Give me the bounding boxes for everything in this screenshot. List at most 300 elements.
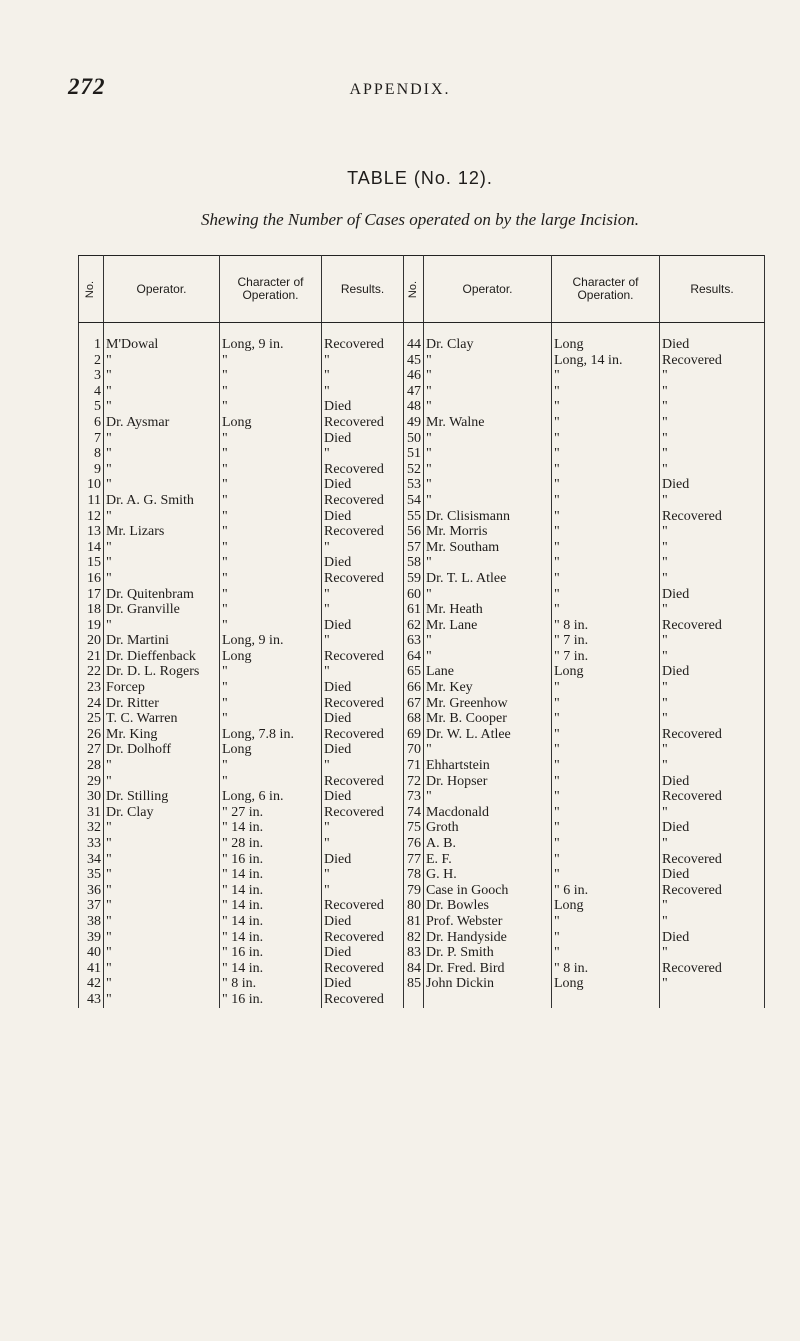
row-result-right [660,992,765,1008]
row-no: 43 [79,992,104,1008]
row-no: 6 [79,415,104,431]
row-no: 7 [79,431,104,447]
row-operator: " [104,540,220,556]
row-result: " [322,353,404,369]
row-operator-right: " [424,446,552,462]
row-no: 14 [79,540,104,556]
row-no-right: 83 [404,945,424,961]
row-operator-right: Mr. Walne [424,415,552,431]
row-no-right: 77 [404,852,424,868]
row-operator: " [104,852,220,868]
row-operator-right: " [424,462,552,478]
header-operator-right: Operator. [424,256,552,323]
table-row [79,836,765,852]
row-result: Recovered [322,696,404,712]
row-no: 18 [79,602,104,618]
row-no: 16 [79,571,104,587]
table-header-row [79,256,765,323]
row-character: " 8 in. [220,976,322,992]
row-result: " [322,867,404,883]
row-character-right: " [552,587,660,603]
row-operator-right: Dr. Fred. Bird [424,961,552,977]
row-operator: " [104,571,220,587]
row-result: Recovered [322,898,404,914]
row-character-right: " [552,852,660,868]
row-operator-right: " [424,587,552,603]
row-result-right: " [660,976,765,992]
row-character-right: " 7 in. [552,649,660,665]
row-no-right: 55 [404,509,424,525]
row-no-right: 72 [404,774,424,790]
row-operator: Dr. D. L. Rogers [104,664,220,680]
row-character-right: " [552,477,660,493]
row-no: 11 [79,493,104,509]
row-result-right: Recovered [660,618,765,634]
header-no-left: No. [79,256,104,323]
row-no-right: 59 [404,571,424,587]
row-character: " [220,493,322,509]
row-operator-right: G. H. [424,867,552,883]
row-no-right: 75 [404,820,424,836]
table-row [79,368,765,384]
row-result-right: " [660,602,765,618]
row-character-right: " [552,758,660,774]
row-operator-right: " [424,353,552,369]
row-no-right: 54 [404,493,424,509]
row-no: 1 [79,337,104,353]
row-character-right: " [552,446,660,462]
row-character-right: " [552,836,660,852]
row-result: " [322,758,404,774]
row-result: Died [322,914,404,930]
table-row [79,789,765,805]
table-row [79,509,765,525]
row-no: 15 [79,555,104,571]
row-result: Died [322,976,404,992]
row-operator: " [104,353,220,369]
row-operator-right: Lane [424,664,552,680]
row-no-right: 45 [404,353,424,369]
row-result-right: " [660,524,765,540]
row-character: " [220,353,322,369]
row-character-right: " [552,867,660,883]
row-operator-right: Dr. Hopser [424,774,552,790]
row-result-right: " [660,384,765,400]
row-character-right [552,992,660,1008]
row-result: Died [322,399,404,415]
row-no-right: 82 [404,930,424,946]
row-character: Long, 6 in. [220,789,322,805]
row-result: " [322,587,404,603]
row-operator-right: A. B. [424,836,552,852]
table-row [79,415,765,431]
row-result-right: Died [660,930,765,946]
table-row [79,524,765,540]
row-result-right: " [660,742,765,758]
table-row [79,353,765,369]
row-character-right: " 6 in. [552,883,660,899]
row-character: " [220,462,322,478]
row-no: 8 [79,446,104,462]
row-operator: Dr. Ritter [104,696,220,712]
table-row [79,961,765,977]
table-row [79,711,765,727]
row-no: 22 [79,664,104,680]
row-operator: " [104,462,220,478]
row-character-right: " [552,680,660,696]
row-character-right: " [552,602,660,618]
row-no-right: 80 [404,898,424,914]
table-row [79,399,765,415]
row-no: 32 [79,820,104,836]
row-result-right: " [660,431,765,447]
row-no-right: 61 [404,602,424,618]
row-operator-right: Mr. Heath [424,602,552,618]
row-character: Long, 9 in. [220,337,322,353]
row-operator: " [104,774,220,790]
row-result-right: " [660,836,765,852]
row-operator-right: Dr. Bowles [424,898,552,914]
row-no: 36 [79,883,104,899]
row-result: Died [322,618,404,634]
row-operator-right: Ehhartstein [424,758,552,774]
row-character-right: " [552,540,660,556]
row-result: Died [322,711,404,727]
row-result-right: " [660,399,765,415]
row-no: 31 [79,805,104,821]
table-row [79,337,765,353]
row-character: " 14 in. [220,820,322,836]
row-character: " [220,680,322,696]
row-character: " 28 in. [220,836,322,852]
header-character-left: Character of Operation. [220,256,322,323]
row-operator-right: E. F. [424,852,552,868]
row-operator: " [104,930,220,946]
row-character: " [220,711,322,727]
table-spacer-row [79,323,765,338]
row-result: Died [322,945,404,961]
row-result-right: Died [660,587,765,603]
row-operator: Mr. King [104,727,220,743]
table-row [79,602,765,618]
table-row [79,883,765,899]
row-result-right: Died [660,820,765,836]
row-no-right: 56 [404,524,424,540]
row-result-right: " [660,462,765,478]
row-no: 4 [79,384,104,400]
row-operator-right: Mr. Southam [424,540,552,556]
row-no-right: 81 [404,914,424,930]
row-character-right: " [552,415,660,431]
row-character: " 14 in. [220,898,322,914]
row-result: Died [322,431,404,447]
row-character: " 27 in. [220,805,322,821]
row-operator: " [104,914,220,930]
row-no: 39 [79,930,104,946]
table-row [79,805,765,821]
row-result: Died [322,680,404,696]
row-operator-right [424,992,552,1008]
row-character-right: " [552,930,660,946]
row-no-right: 73 [404,789,424,805]
row-character-right: " [552,399,660,415]
row-character-right: " [552,742,660,758]
header-results-right: Results. [660,256,765,323]
row-character-right: " [552,774,660,790]
table-row [79,555,765,571]
row-character: " [220,509,322,525]
row-operator-right: " [424,649,552,665]
row-no-right: 67 [404,696,424,712]
table-row [79,696,765,712]
row-operator: " [104,976,220,992]
table-row [79,540,765,556]
row-result: Recovered [322,930,404,946]
row-no-right: 50 [404,431,424,447]
row-operator: Dr. Clay [104,805,220,821]
row-no: 21 [79,649,104,665]
row-operator-right: Macdonald [424,805,552,821]
row-no-right: 76 [404,836,424,852]
row-character-right: Long, 14 in. [552,353,660,369]
row-operator: " [104,820,220,836]
row-operator: Dr. A. G. Smith [104,493,220,509]
row-character: " 14 in. [220,914,322,930]
row-result-right: " [660,571,765,587]
table-row [79,852,765,868]
row-result: Recovered [322,524,404,540]
table-row [79,680,765,696]
row-result-right: " [660,945,765,961]
row-no: 20 [79,633,104,649]
row-result: " [322,883,404,899]
row-operator-right: " [424,633,552,649]
row-no-right: 66 [404,680,424,696]
row-result: " [322,446,404,462]
table-row [79,664,765,680]
table-row [79,914,765,930]
running-head: APPENDIX. [349,81,451,98]
row-operator: Dr. Dieffenback [104,649,220,665]
row-operator-right: " [424,789,552,805]
row-result-right: Recovered [660,353,765,369]
row-operator-right: Mr. Key [424,680,552,696]
row-character: " [220,540,322,556]
table-row [79,587,765,603]
row-no: 42 [79,976,104,992]
row-result-right: " [660,898,765,914]
row-result-right: Died [660,774,765,790]
row-result: Recovered [322,571,404,587]
row-no: 29 [79,774,104,790]
row-result-right: " [660,415,765,431]
row-result-right: Recovered [660,961,765,977]
row-result: " [322,540,404,556]
table-row [79,758,765,774]
row-character-right: Long [552,898,660,914]
row-character: " [220,477,322,493]
row-character: " 16 in. [220,852,322,868]
row-no-right: 48 [404,399,424,415]
row-no: 9 [79,462,104,478]
table-row [79,898,765,914]
row-no-right: 78 [404,867,424,883]
row-no: 27 [79,742,104,758]
table-row [79,431,765,447]
row-character-right: " [552,509,660,525]
row-operator: " [104,836,220,852]
row-no-right: 58 [404,555,424,571]
table-row [79,774,765,790]
row-result: " [322,664,404,680]
row-result-right: " [660,805,765,821]
row-operator: " [104,384,220,400]
row-no: 30 [79,789,104,805]
row-result: Recovered [322,774,404,790]
row-operator: Dr. Stilling [104,789,220,805]
row-character-right: " [552,524,660,540]
row-operator: " [104,431,220,447]
row-character-right: " [552,789,660,805]
row-character: " [220,446,322,462]
table-row [79,618,765,634]
row-character: " 14 in. [220,961,322,977]
row-character: " 14 in. [220,867,322,883]
row-character: " [220,555,322,571]
row-operator-right: Mr. Lane [424,618,552,634]
row-operator-right: " [424,431,552,447]
row-character: " [220,618,322,634]
row-operator: " [104,758,220,774]
row-character-right: " 7 in. [552,633,660,649]
row-result-right: Died [660,867,765,883]
table-row [79,462,765,478]
row-result: Recovered [322,415,404,431]
row-no-right: 60 [404,587,424,603]
row-character-right: " [552,555,660,571]
table-row [79,649,765,665]
row-no-right: 57 [404,540,424,556]
row-character: Long, 9 in. [220,633,322,649]
row-operator: Dr. Quitenbram [104,587,220,603]
row-no-right: 70 [404,742,424,758]
row-operator: " [104,446,220,462]
row-result-right: Recovered [660,727,765,743]
table-row [79,976,765,992]
row-result-right: Recovered [660,883,765,899]
row-no: 40 [79,945,104,961]
row-no-right [404,992,424,1008]
row-character-right: Long [552,664,660,680]
row-character-right: " [552,696,660,712]
row-result: Recovered [322,462,404,478]
table-row [79,571,765,587]
row-character: " 14 in. [220,883,322,899]
row-no: 17 [79,587,104,603]
row-no-right: 51 [404,446,424,462]
row-operator: " [104,399,220,415]
row-character: " 16 in. [220,945,322,961]
table-row [79,945,765,961]
row-result-right: Recovered [660,852,765,868]
row-no: 33 [79,836,104,852]
table-row [79,727,765,743]
row-character-right: " [552,945,660,961]
row-no: 10 [79,477,104,493]
row-no: 3 [79,368,104,384]
row-operator: Dr. Dolhoff [104,742,220,758]
row-character: Long [220,415,322,431]
row-character: " [220,399,322,415]
row-operator-right: " [424,368,552,384]
row-operator: " [104,898,220,914]
row-result: " [322,820,404,836]
row-operator-right: " [424,477,552,493]
row-no: 41 [79,961,104,977]
row-character: " [220,587,322,603]
row-character-right: " [552,914,660,930]
row-result-right: Died [660,664,765,680]
row-operator-right: Case in Gooch [424,883,552,899]
row-result: Died [322,477,404,493]
row-no: 19 [79,618,104,634]
table-row [79,477,765,493]
row-no: 23 [79,680,104,696]
row-no-right: 68 [404,711,424,727]
row-no-right: 69 [404,727,424,743]
row-character-right: " [552,571,660,587]
row-no-right: 64 [404,649,424,665]
table-row [79,446,765,462]
row-operator-right: Dr. W. L. Atlee [424,727,552,743]
row-no: 24 [79,696,104,712]
row-operator-right: " [424,493,552,509]
row-result-right: " [660,540,765,556]
row-operator: Dr. Martini [104,633,220,649]
row-no-right: 52 [404,462,424,478]
header-operator-left: Operator. [104,256,220,323]
row-character: " [220,431,322,447]
row-operator: " [104,945,220,961]
row-operator: " [104,368,220,384]
row-operator-right: Dr. Clisismann [424,509,552,525]
row-result-right: " [660,680,765,696]
row-result: Recovered [322,961,404,977]
row-no-right: 79 [404,883,424,899]
row-operator: " [104,509,220,525]
row-no-right: 47 [404,384,424,400]
row-operator-right: John Dickin [424,976,552,992]
row-character: " [220,664,322,680]
row-result: Recovered [322,493,404,509]
row-character: " [220,368,322,384]
row-result-right: " [660,696,765,712]
row-character-right: Long [552,337,660,353]
row-character: " [220,571,322,587]
row-no: 13 [79,524,104,540]
row-no-right: 63 [404,633,424,649]
row-operator-right: Mr. Morris [424,524,552,540]
row-operator-right: " [424,742,552,758]
row-result: Died [322,789,404,805]
row-character: " [220,602,322,618]
cases-table [78,255,765,1008]
row-no: 35 [79,867,104,883]
row-no: 2 [79,353,104,369]
row-operator-right: " [424,399,552,415]
row-result: " [322,633,404,649]
row-result-right: " [660,711,765,727]
